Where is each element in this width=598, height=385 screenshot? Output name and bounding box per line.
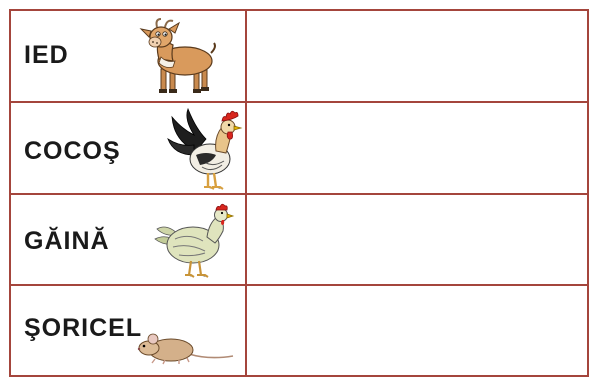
word-cell-soricel xyxy=(11,286,247,375)
answer-cell-ied[interactable] xyxy=(247,11,587,103)
answer-cell-soricel[interactable] xyxy=(247,286,587,375)
hen-icon xyxy=(151,199,237,283)
word-label: COCOŞ xyxy=(24,137,121,165)
rooster-icon xyxy=(166,107,244,193)
word-label: GĂINĂ xyxy=(24,227,110,255)
word-cell-ied xyxy=(11,11,247,103)
word-label: IED xyxy=(24,41,69,69)
mouse-icon xyxy=(137,326,237,366)
goat-kid-icon xyxy=(139,17,217,97)
answer-cell-gaina[interactable] xyxy=(247,195,587,286)
word-label: ŞORICEL xyxy=(24,314,143,342)
answer-cell-cocos[interactable] xyxy=(247,103,587,195)
word-cell-gaina xyxy=(11,195,247,286)
worksheet-table xyxy=(9,9,589,377)
word-cell-cocos xyxy=(11,103,247,195)
